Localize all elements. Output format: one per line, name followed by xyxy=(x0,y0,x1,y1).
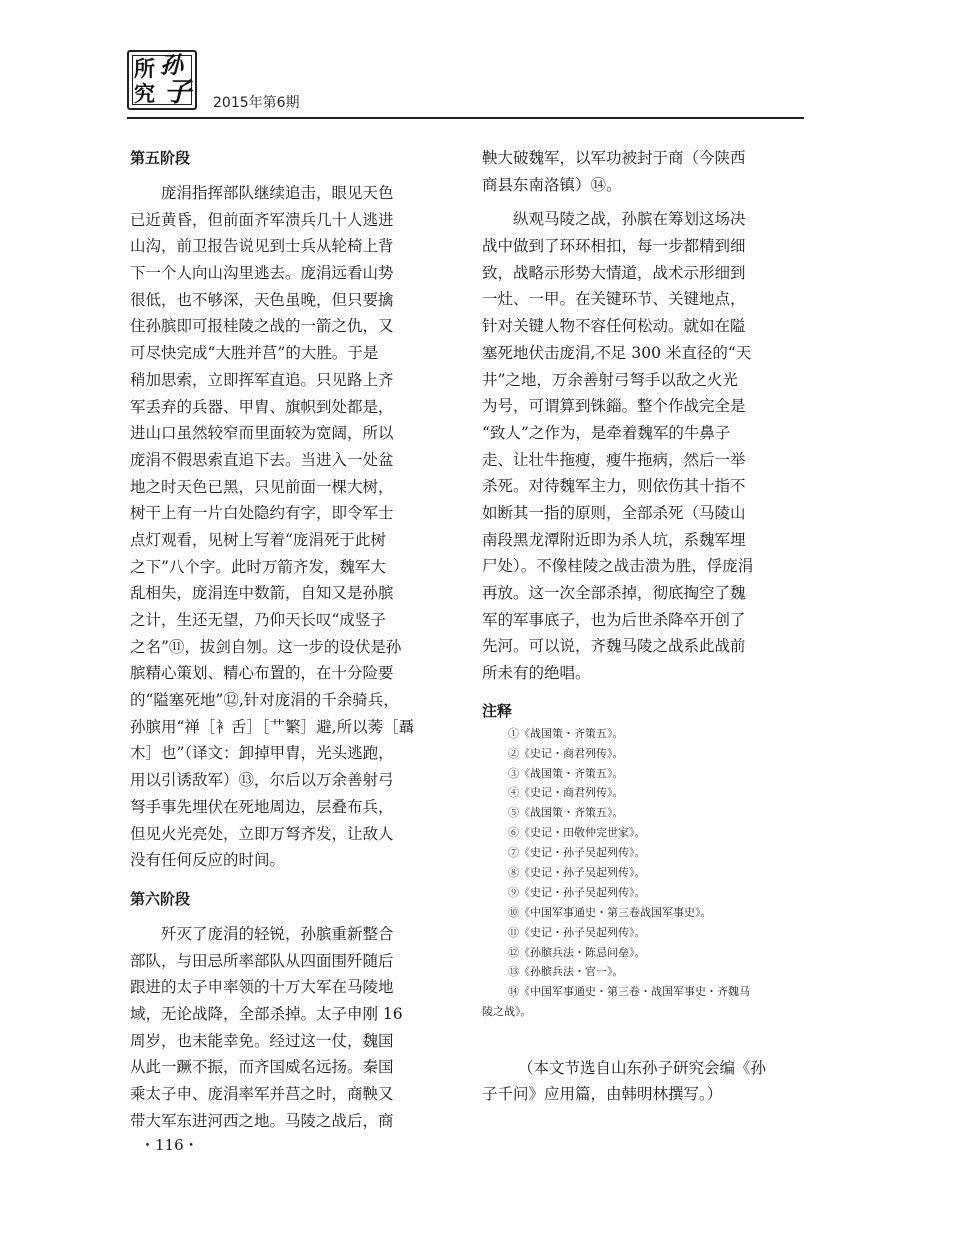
text-line: 可尽快完成“大胜并莒”的大胜。于是 xyxy=(130,344,379,363)
note-item: ⑨《史记・孙子吴起列传》。 xyxy=(508,885,646,899)
note-item: ④《史记・商君列传》。 xyxy=(508,786,624,800)
text-line: 商县东南洛镇）⑭。 xyxy=(482,175,622,194)
notes-title: 注释 xyxy=(482,701,513,720)
text-line: 先河。可以说，齐魏马陵之战系此战前 xyxy=(482,637,746,656)
text-line: 所未有的绝唱。 xyxy=(482,664,591,683)
text-line: 致，战略示形势大情道，战术示形细到 xyxy=(482,263,746,282)
text-line: 走、让壮牛拖瘦，瘦牛拖病，然后一举 xyxy=(482,450,746,469)
section-heading-6: 第六阶段 xyxy=(130,889,191,908)
left-column xyxy=(130,145,440,1134)
text-line: 已近黄昏，但前面齐军溃兵几十人逃进 xyxy=(130,210,394,229)
text-line: 再放。这一次全部杀掉，彻底掏空了魏 xyxy=(482,584,746,602)
text-line: 尸处）。不像桂陵之战击溃为胜，俘庞涓 xyxy=(482,557,754,576)
note-item: ③《战国策・齐策五》。 xyxy=(508,766,624,780)
text-line: 军的军事底子，也为后世杀降卒开创了 xyxy=(482,610,746,629)
text-line: 井”之地，万余善射弓弩手以敌之火光 xyxy=(482,370,738,389)
text-line: 木］也”（译文：卸掉甲胄，光头逃跑， xyxy=(130,744,394,763)
text-line: 为号，可谓算到铢錙。整个作战完全是 xyxy=(482,397,746,416)
journal-logo xyxy=(127,50,197,110)
paragraph-stage6 xyxy=(130,921,440,1135)
text-line: 战中做到了环环相扣，每一步都精到细 xyxy=(482,237,746,256)
note-item: ②《史记・商君列传》。 xyxy=(508,746,624,760)
text-line: 跟进的太子申率领的十万大军在马陵地 xyxy=(130,978,394,997)
note-item-14 xyxy=(482,982,800,1022)
note-item: ⑩《中国军事通史・第三卷战国军事史》。 xyxy=(508,905,712,919)
text-line: 乘太子申、庞涓率军并莒之时，商鞅又 xyxy=(130,1085,394,1103)
text-line: 山沟，前卫报告说见到士兵从轮椅上背 xyxy=(130,237,394,256)
text-line: 的“隘塞死地”⑫,针对庞涓的千余骑兵， xyxy=(130,691,399,710)
note-item: ⑧《史记・孙子吴起列传》。 xyxy=(508,865,646,879)
text-line: 军丢弃的兵器、甲胄、旗帜到处都是， xyxy=(130,397,394,416)
text-line: 杀死。对待魏军主力，则依伤其十指不 xyxy=(482,477,746,496)
logo-char: 孙 xyxy=(160,52,183,79)
text-line: 膑精心策划、精心布置的，在十分险要 xyxy=(130,664,394,683)
note-line: ⑭《中国军事通史・第三卷・战国军事史・齐魏马 xyxy=(508,985,750,999)
note-item: ①《战国策・齐策五》。 xyxy=(508,726,624,740)
logo-char: 所 xyxy=(134,56,155,81)
text-line: 鞅大破魏军，以军功被封于商（今陕西 xyxy=(482,149,746,167)
text-line: 但见火光亮处，立即万弩齐发，让敌人 xyxy=(130,824,394,843)
text-line: 部队，与田忌所率部队从四面围歼随后 xyxy=(130,951,394,970)
text-line: 域，无论战降，全部杀掉。太子申刚 16 xyxy=(130,1004,403,1023)
text-line: 用以引诱敌军）⑬，尔后以万余善射弓 xyxy=(130,771,394,790)
text-line: 乱相失，庞涓连中数箭，自知又是孙膑 xyxy=(130,584,394,603)
text-line: 地之时天色已黑，只见前面一棵大树， xyxy=(130,477,394,496)
note-line: 陵之战》。 xyxy=(482,1005,532,1019)
text-line: 进山口虽然较窄而里面较为宽阔，所以 xyxy=(130,424,394,443)
logo-char: 究 xyxy=(134,81,155,106)
text-line: 孙膑用“禅［衤舌］［艹繁］避,所以莠［聶 xyxy=(130,717,415,736)
text-line: 庞涓指挥部队继续追击，眼见天色 xyxy=(161,184,394,202)
text-line: 周岁，也未能幸免。经过这一仗，魏国 xyxy=(130,1031,394,1050)
text-line: 下一个人向山沟里逃去。庞涓远看山势 xyxy=(130,264,394,283)
text-line: 塞死地伏击庞涓,不足 300 米直径的“天 xyxy=(482,343,752,362)
note-item: ⑦《史记・孙子吴起列传》。 xyxy=(508,846,646,860)
text-line: 庞涓不假思索直追下去。当进入一处盆 xyxy=(130,450,394,469)
right-column xyxy=(482,145,800,1107)
text-line: 南段黑龙潭附近即为杀人坑，系魏军埋 xyxy=(482,530,746,549)
text-line: 之下”八个字。此时万箭齐发，魏军大 xyxy=(130,557,386,576)
text-line: 带大军东进河西之地。马陵之战后，商 xyxy=(130,1111,394,1130)
text-line: 从此一蹶不振，而齐国威名远扬。秦国 xyxy=(130,1058,394,1077)
paragraph-continued xyxy=(482,145,800,198)
text-line: 一灶、一甲。在关键环节、关键地点， xyxy=(482,290,746,309)
text-line: 很低，也不够深，天色虽晚，但只要擒 xyxy=(130,290,394,309)
text-line: “致人”之作为，是牵着魏军的牛鼻子 xyxy=(482,423,731,442)
text-line: 歼灭了庞涓的轻锐，孙膑重新整合 xyxy=(161,924,394,943)
logo-char: 子 xyxy=(164,77,191,108)
header-rule xyxy=(127,117,804,119)
source-line: （本文节选自山东孙子研究会编《孙 xyxy=(518,1059,767,1078)
text-line: 纵观马陵之战，孙膑在筹划这场决 xyxy=(513,210,746,229)
note-item: ⑤《战国策・齐策五》。 xyxy=(508,806,624,820)
text-line: 弩手事先埋伏在死地周边，层叠布兵， xyxy=(130,797,394,816)
text-line: 住孙膑即可报桂陵之战的一箭之仇，又 xyxy=(130,317,394,336)
text-line: 树干上有一片白处隐约有字，即令军士 xyxy=(130,504,394,523)
text-line: 稍加思索，立即挥军直追。只见路上齐 xyxy=(130,370,394,389)
source-note xyxy=(482,1055,800,1107)
text-line: 针对关键人物不容任何松动。就如在隘 xyxy=(482,317,746,336)
source-line: 子千问》应用篇，由韩明林撰写。） xyxy=(482,1085,723,1104)
text-line: 没有任何反应的时间。 xyxy=(130,851,286,870)
note-item: ⑬《孙膑兵法・官一》。 xyxy=(508,965,624,979)
note-item: ⑥《史记・田敬仲完世家》。 xyxy=(508,826,646,840)
note-item: ⑫《孙膑兵法・陈忌问垒》。 xyxy=(508,945,646,959)
text-line: 之计，生还无望，乃仰天长叹“成竖子 xyxy=(130,611,386,629)
text-line: 如断其一指的原则，全部杀死（马陵山 xyxy=(482,503,746,522)
text-line: 之名”⑪，拔剑自刎。这一步的设伏是孙 xyxy=(130,637,402,656)
note-item: ⑪《史记・孙子吴起列传》。 xyxy=(508,925,646,939)
notes-list xyxy=(482,724,800,1022)
issue-label: 2015年第6期 xyxy=(213,95,300,111)
paragraph-stage5 xyxy=(130,180,440,874)
text-line: 点灯观看，见树上写着“庞涓死于此树 xyxy=(130,530,386,549)
page-number: ・116・ xyxy=(140,1136,199,1154)
section-heading-5: 第五阶段 xyxy=(130,149,191,167)
paragraph-summary xyxy=(482,206,800,686)
